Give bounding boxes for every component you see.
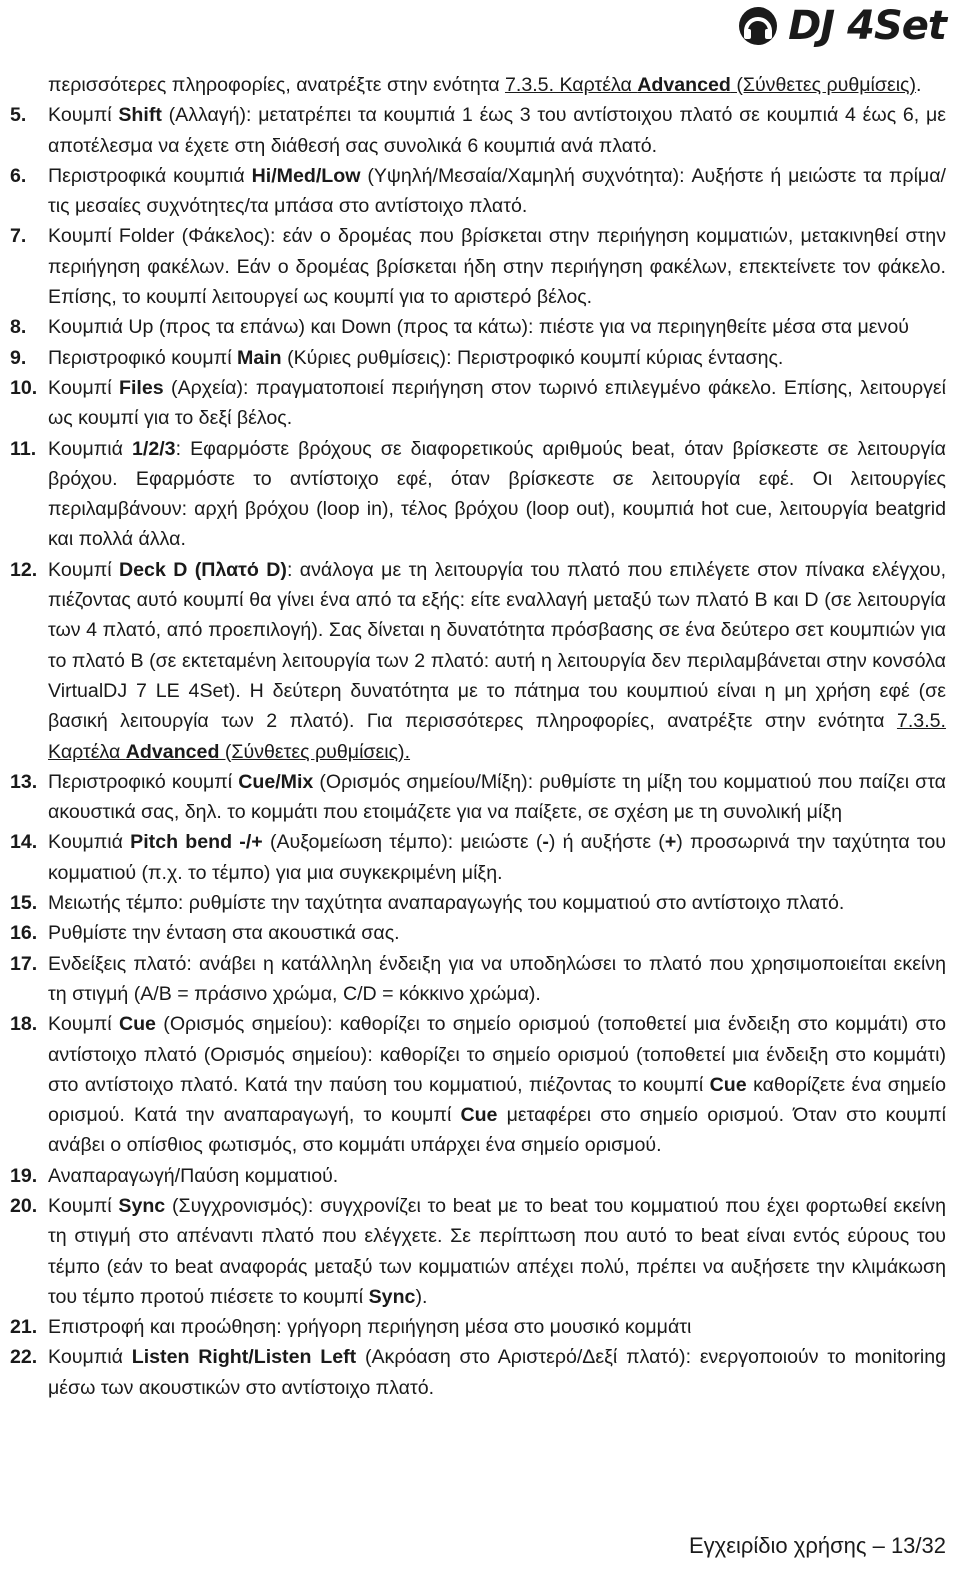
item-text: Κουμπί xyxy=(48,1194,119,1217)
item-text: : Εφαρμόστε βρόχους σε διαφορετικούς αριθμούς beat, όταν βρίσκεστε σε λειτουργία βρόχου. Εφαρμόστε το αντίστοιχο εφέ, όταν βρίσκεστε σε λειτουργία εφέ. Οι λειτουργίες περιλαμβάνουν: αρχή βρόχου (loop in), τέλος βρόχου (loop out), κουμπιά hot cue, λειτουργία beatgrid και πολλά άλλα. xyxy=(48,437,946,551)
bold-term: Shift xyxy=(118,104,162,127)
list-item xyxy=(10,221,946,312)
bold-term: Cue xyxy=(118,1013,156,1036)
item-number: 5. xyxy=(10,104,27,127)
bold-term: Sync xyxy=(118,1194,166,1217)
bold-term: - xyxy=(542,831,549,854)
item-text: Κουμπί xyxy=(48,376,119,399)
item-number: 11. xyxy=(10,437,37,460)
list-item xyxy=(10,555,946,767)
item-number: 20. xyxy=(10,1194,38,1217)
item-number: 9. xyxy=(10,346,27,369)
section-link-text[interactable]: 7.3.5. Καρτέλα xyxy=(48,710,946,763)
item-text: Κουμπιά xyxy=(48,831,131,854)
bold-term: Files xyxy=(119,376,164,399)
item-text: (Συγχρονισμός): συγχρονίζει το beat με το beat του κομματιού που έχει φορτωθεί εκείνη τη στιγμή στο απέναντι πλατό που ελέγχετε. Σε περίπτωση που αυτό το beat είναι εντός εύρους του τέμπο (εάν το beat αναφοράς μεταξύ των κομματιών απέχει πολύ, πρέπει να αυξήσετε την κλιμάκωση του τέμπο προτού πιέσετε το κουμπί xyxy=(48,1194,946,1308)
bold-term: + xyxy=(664,831,677,854)
bold-term: Hi/Med/Low xyxy=(251,164,361,187)
bold-term: Sync xyxy=(368,1285,416,1308)
item-text: Κουμπί Folder (Φάκελος): εάν ο δρομέας που βρίσκεται στην περιήγηση κομματιών, μετακινηθεί στην περιήγηση φακέλων. Εάν ο δρομέας βρίσκεται ήδη στην περιήγηση φακέλων, επεκτείνετε τον φάκελο. Επίσης, το κουμπί λειτουργεί ως κουμπί για το αριστερό βέλος. xyxy=(48,225,946,309)
list-item xyxy=(10,827,946,888)
item-text: Κουμπιά xyxy=(48,437,132,460)
item-text: Κουμπιά Up (προς τα επάνω) και Down (προς τα κάτω): πιέστε για να περιηγηθείτε μέσα στα μενού xyxy=(48,316,909,339)
item-text: (Ακρόαση στο Αριστερό/Δεξί πλατό): ενεργοποιούν το monitoring μέσω των ακουστικών στο αντίστοιχο πλατό. xyxy=(48,1346,946,1399)
section-link-bold: Advanced xyxy=(637,74,731,96)
item-text: Μειωτής τέμπο: ρυθμίστε την ταχύτητα αναπαραγωγής του κομματιού στο αντίστοιχο πλατό. xyxy=(48,892,845,915)
bold-term: Cue xyxy=(460,1104,498,1127)
item-text: ). xyxy=(415,1285,428,1308)
page-footer: Εγχειρίδιο χρήσης – 13/32 xyxy=(688,1533,946,1558)
item-text: Αναπαραγωγή/Παύση κομματιού. xyxy=(48,1164,339,1187)
item-number: 7. xyxy=(10,225,27,248)
list-item xyxy=(10,312,946,342)
list-item xyxy=(10,767,946,828)
item-text: Κουμπί xyxy=(48,1013,119,1036)
bold-term: Cue xyxy=(709,1073,747,1096)
item-text: καθορίζετε ένα σημείο ορισμού. Κατά την αναπαραγωγή, το κουμπί xyxy=(48,1073,947,1127)
section-link-text[interactable]: (Σύνθετες ρυθμίσεις). xyxy=(219,740,411,763)
numbered-list xyxy=(10,100,946,1403)
item-number: 18. xyxy=(10,1013,38,1036)
item-text: ) ή αυξήστε ( xyxy=(548,831,665,854)
bold-term: 1/2/3 xyxy=(131,437,176,460)
item-number: 13. xyxy=(10,770,38,793)
item-number: 19. xyxy=(10,1164,38,1187)
item-text: Κουμπί xyxy=(48,104,119,127)
item-text: Επιστροφή και προώθηση: γρήγορη περιήγηση μέσα στο μουσικό κομμάτι xyxy=(48,1316,692,1339)
list-item xyxy=(10,1312,946,1342)
logo-text: DJ 4Set xyxy=(788,3,946,49)
item-text: (Αυξομείωση τέμπο): μειώστε ( xyxy=(262,831,543,854)
item-text: Περιστροφικό κουμπί xyxy=(48,770,239,793)
item-text: Κουμπιά xyxy=(48,1346,132,1369)
document-body xyxy=(10,70,946,1403)
list-item xyxy=(10,161,946,222)
list-item xyxy=(10,1009,946,1160)
list-item xyxy=(10,1161,946,1191)
item-number: 16. xyxy=(10,922,38,945)
item-number: 8. xyxy=(10,316,27,339)
list-item xyxy=(10,1342,946,1403)
list-item xyxy=(10,888,946,918)
intro-end: . xyxy=(916,74,922,96)
list-item xyxy=(10,100,946,161)
item-text: Ενδείξεις πλατό: ανάβει η κατάλληλη ένδειξη για να υποδηλώσει το πλατό που χρησιμοποιείται εκείνη τη στιγμή (A/B = πράσινο χρώμα, C/D = κόκκινο χρώμα). xyxy=(48,952,946,1005)
item-number: 21. xyxy=(10,1316,38,1339)
item-text: (Υψηλή/Μεσαία/Χαμηλή συχνότητα): Αυξήστε ή μειώστε τα πρίμα/τις μεσαίες συχνότητες/τα μπάσα στο αντίστοιχο πλατό. xyxy=(48,164,946,218)
list-item xyxy=(10,343,946,373)
bold-term: Pitch bend -/+ xyxy=(130,831,263,854)
item-text: Κουμπί xyxy=(48,558,119,581)
item-text: : ανάλογα με τη λειτουργία του πλατό που επιλέγετε στον πίνακα ελέγχου, πιέζοντας αυτό κουμπί θα γίνει ένα από τα εξής: είτε εναλλαγή μεταξύ των πλατό B και D (σε λειτουργία των 4 πλατό, από προεπιλογή). Σας δίνεται η δυνατότητα πρόσβασης σε ένα δεύτερο σετ κουμπιών για το πλατό B (σε εκτεταμένη λειτουργία των 2 πλατό: αυτή η λειτουργία δεν περιλαμβάνεται στην κονσόλα VirtualDJ 7 LE 4Set). Η δεύτερη δυνατότητα με το πάτημα του κουμπιού είναι η μη χρήση εφέ (σε βασική λειτουργία των 2 πλατό). Για περισσότερες πληροφορίες, ανατρέξτε στην ενότητα xyxy=(48,558,947,733)
bold-term: Listen Right/Listen Left xyxy=(131,1346,357,1369)
item-text: (Αρχεία): πραγματοποιεί περιήγηση στον τωρινό επιλεγμένο φάκελο. Επίσης, λειτουργεί ως κουμπί για το δεξί βέλος. xyxy=(48,376,947,430)
item-number: 6. xyxy=(10,164,27,187)
section-link-bold[interactable]: Advanced xyxy=(125,740,220,763)
bold-term: Deck D (Πλατό D) xyxy=(119,558,287,581)
list-item xyxy=(10,373,946,434)
section-link-text: 7.3.5. Καρτέλα xyxy=(504,74,638,96)
item-text: (Ορισμός σημείου/Μίξη): ρυθμίστε τη μίξη του κομματιού που παίζει στα ακουστικά σας, δηλ. το κομμάτι που ετοιμάζετε για να παίξετε, σε σχέση με τη συνολική μίξη xyxy=(48,770,946,824)
section-link[interactable] xyxy=(505,74,916,96)
item-number: 12. xyxy=(10,558,38,581)
item-text: ) προσωρινά την ταχύτητα του κομματιού (π.χ. το τέμπο) για μια συγκεκριμένη μίξη. xyxy=(48,831,946,884)
list-item xyxy=(10,949,946,1010)
item-number: 15. xyxy=(10,892,38,915)
bold-term: Main xyxy=(237,346,282,369)
list-item xyxy=(10,918,946,948)
item-number: 22. xyxy=(10,1346,38,1369)
item-text: μεταφέρει στο σημείο ορισμού. Όταν στο κουμπί ανάβει ο οπίσθιος φωτισμός, στο κομμάτι υπάρχει ένα σημείο ορισμού. xyxy=(48,1104,946,1157)
item-number: 14. xyxy=(10,831,38,854)
section-link-tail: (Σύνθετες ρυθμίσεις) xyxy=(730,74,917,96)
intro-paragraph xyxy=(10,70,946,100)
list-item xyxy=(10,434,946,555)
item-text: (Κύριες ρυθμίσεις): Περιστροφικό κουμπί κύριας έντασης. xyxy=(281,346,784,369)
headphones-logo-icon xyxy=(736,4,782,48)
bold-term: Cue/Mix xyxy=(238,770,314,793)
item-text: (Αλλαγή): μετατρέπει τα κουμπιά 1 έως 3 του αντίστοιχου πλατό σε κουμπιά 4 έως 6, με αποτέλεσμα να έχετε στη διάθεσή σας συνολικά 6 κουμπιά ανά πλατό. xyxy=(48,104,946,157)
item-number: 10. xyxy=(10,376,38,399)
item-text: (Ορισμός σημείου): καθορίζει το σημείο ορισμού (τοποθετεί μια ένδειξη στο κομμάτι) στο αντίστοιχο πλατό (Ορισμός σημείου): καθορίζει το σημείο ορισμού (τοποθετεί μια ένδειξη στο κομμάτι) στο αντίστοιχο πλατό. Κατά την παύση του κομματιού, πιέζοντας το κουμπί xyxy=(48,1013,947,1096)
intro-text: περισσότερες πληροφορίες, ανατρέξτε στην ενότητα xyxy=(48,74,505,96)
item-text: Ρυθμίστε την ένταση στα ακουστικά σας. xyxy=(48,922,400,945)
item-text: Περιστροφικά κουμπιά xyxy=(48,164,252,187)
dj4set-logo xyxy=(736,4,946,48)
list-item xyxy=(10,1191,946,1312)
item-number: 17. xyxy=(10,952,38,975)
item-text: Περιστροφικό κουμπί xyxy=(48,346,237,369)
